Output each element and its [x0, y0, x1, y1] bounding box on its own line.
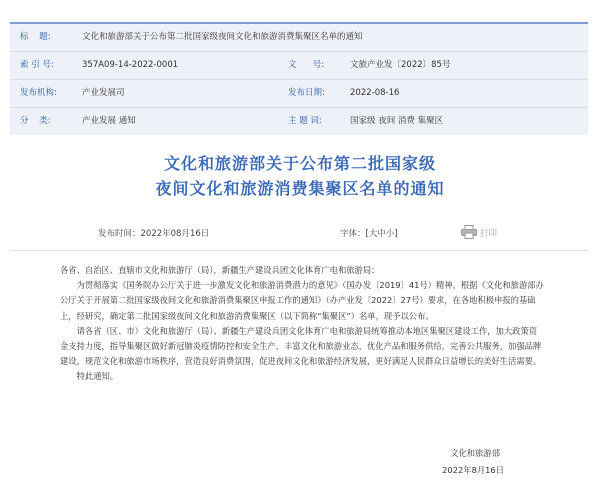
meta-label: 标 题: [20, 32, 51, 42]
meta-label: 分 类: [20, 116, 51, 126]
meta-value: 文化和旅游部关于公布第二批国家级夜间文化和旅游消费集聚区名单的通知 [82, 32, 363, 42]
meta-label: 主 题 词: [288, 116, 322, 126]
meta-value: 国家级 夜间 消费 集聚区 [350, 116, 444, 126]
meta-value: 357A09-14-2022-0001 [82, 60, 179, 70]
paragraph: 请各省（区、市）文化和旅游厅（局）、新疆生产建设兵团文化体育广电和旅游局统筹推动本地区集聚区建设工作，加大政策资金支持力度，指导集聚区做好新冠肺炎疫情防控和安全生产，丰富文化和旅游业态，优化产品和服务供给，完善公共服务，加强品牌建设，规范文化和旅游市场秩序，营造良好消费氛围，促进夜间文化和旅游经济发展，更好满足人民群众日益增长的美好生活需要。 [60, 325, 542, 367]
meta-value: 产业发展司 [82, 88, 125, 98]
meta-label: 文 号: [288, 60, 325, 70]
paragraph: 为贯彻落实《国务院办公厅关于进一步激发文化和旅游消费潜力的意见》（国办发〔2019〕41号）精神，根据《文化和旅游部办公厅关于开展第二批国家级夜间文化和旅游消费集聚区申报工作的通知》（办产业发〔2022〕27号）要求，在各地积极申报的基础上，经研究，确定第二批国家级夜间文化和旅游消费集聚区（以下简称“集聚区”）名单，现予以公布。 [60, 280, 544, 321]
meta-label: 发布日期: [288, 88, 325, 98]
article-title-line2: 夜间文化和旅游消费集聚区名单的通知 [155, 179, 445, 198]
paragraph: 特此通知。 [76, 371, 119, 382]
signature-org: 文化和旅游部 [450, 448, 500, 458]
print-button[interactable]: 打印 [480, 229, 498, 239]
signature-date: 2022年8月16日 [442, 465, 504, 475]
meta-value: 文旅产业发〔2022〕85号 [350, 60, 451, 70]
font-size-selector[interactable]: 字体：[大中小] [340, 229, 398, 239]
article-title-line1: 文化和旅游部关于公布第二批国家级 [163, 154, 436, 173]
meta-row-title [10, 24, 588, 52]
meta-label: 索 引 号: [20, 60, 54, 70]
meta-value: 2022-08-16 [350, 88, 400, 98]
meta-row-index [10, 52, 588, 80]
meta-value: 产业发展 通知 [82, 116, 136, 126]
publish-date: 发布时间：2022年08月16日 [98, 229, 210, 239]
meta-label: 发布机构: [20, 88, 57, 98]
publish-info-bar [10, 218, 588, 251]
meta-row-category [10, 108, 588, 135]
article-body [60, 263, 544, 385]
metadata-table [10, 22, 588, 135]
salutation: 各省、自治区、直辖市文化和旅游厅（局），新疆生产建设兵团文化体育广电和旅游局： [60, 265, 380, 275]
meta-row-publisher [10, 80, 588, 108]
printer-icon[interactable] [461, 225, 477, 239]
